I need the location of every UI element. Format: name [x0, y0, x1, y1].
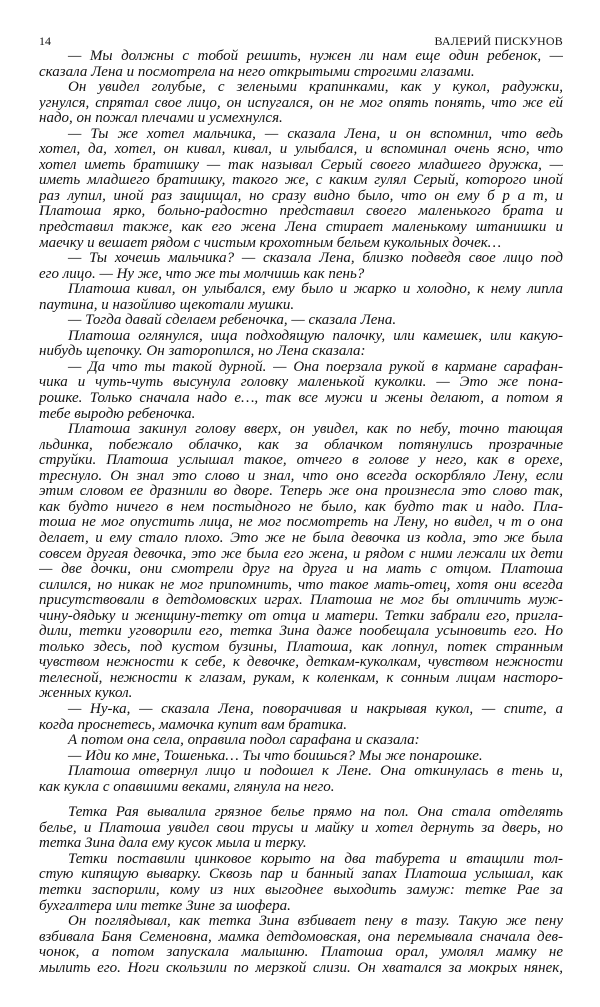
text-line: этим словом ее дразнили во дворе. Теперь же она произнесла это слово так,: [39, 484, 563, 500]
text-line: Платоша закинул голову вверх, он увидел, как по небу, точно тающая: [68, 422, 563, 438]
text-line: — Да что ты такой дурной. — Она поерзала рукой в кармане сарафан-: [68, 359, 563, 375]
text-line: как будто ничего в нем постыдного не было, как будто так и надо. Пла-: [39, 499, 563, 515]
page-number: 14: [39, 34, 51, 48]
text-line: его лицо. — Ну же, что же ты молчишь как пень?: [39, 266, 365, 282]
text-line: белье, и Платоша увидел свои трусы и майку и хотел дернуть за дверь, но: [39, 820, 563, 836]
text-line: женных кукол.: [39, 686, 133, 702]
text-line: — Ты же хотел мальчика, — сказала Лена, и он вспомнил, что ведь: [68, 126, 563, 142]
text-line: силился, но никак не мог припомнить, что такое мать-отец, хотя они всегда: [39, 577, 563, 593]
text-line: Платоша кивал, он улыбался, ему было и жарко и холодно, к нему липла: [68, 282, 563, 298]
text-line: струйки. Платоша услышал такое, отчего в голове у него, как в орехе,: [39, 453, 563, 469]
text-line: треснуло. Он знал это слово и знал, что оно всегда оскорбляло Лену, если: [39, 468, 563, 484]
text-line: взбивала Баня Семеновна, мамка детдомовская, она перемывала сначала дев-: [39, 929, 563, 945]
text-line: делает, и ему стало плохо. Это же не была девочка из кодла, это же была: [39, 530, 563, 546]
text-line: — Ну-ка, — сказала Лена, поворачивая и накрывая кукол, — спите, а: [68, 701, 563, 717]
text-line: Тетки поставили цинковое корыто на два табурета и втащили тол-: [68, 851, 563, 867]
text-line: иметь младшего братишку, такого же, с каким гулял Серый, которого иной: [39, 173, 563, 189]
text-line: присутствовали в детдомовских играх. Платоша не мог бы отличить муж-: [39, 593, 563, 609]
text-line: телесной, нежности к глазам, рукам, к коленкам, к сонным лицам насторо-: [39, 670, 563, 686]
text-line: мылить его. Ноги скользили по мерзкой слизи. Он хватался за мокрых нянек,: [39, 960, 563, 976]
text-line: надо, он пожал плечами и усмехнулся.: [39, 111, 283, 127]
text-line: сказала Лена и посмотрела на него открытыми строгими глазами.: [39, 64, 475, 80]
text-line: Платоша ярко, больно-радостно представил своего маленького брата и: [39, 204, 563, 220]
text-line: угнулся, спрятал свое лицо, он испугался, он не мог опять понять, что же ей: [39, 95, 563, 111]
body-text: [39, 49, 563, 976]
text-line: нибудь щепочку. Он заторопился, но Лена сказала:: [39, 344, 366, 360]
text-line: как кукла с опавшими веками, глянула на него.: [39, 779, 335, 795]
text-line: — Иди ко мне, Тошенька… Ты что боишься? Мы же понарошке.: [68, 748, 483, 764]
running-head-author: ВАЛЕРИЙ ПИСКУНОВ: [434, 34, 563, 48]
text-line: — две дочки, они смотрели друг на друга и на мать с отцом. Платоша: [39, 562, 563, 578]
section-break: [39, 795, 563, 805]
text-line: Тетка Рая вывалила грязное белье прямо на пол. Она стала отделять: [68, 805, 563, 821]
text-line: Он увидел голубые, с зелеными крапинками, как у кукол, радужки,: [68, 80, 563, 96]
text-line: Платоша отвернул лицо и подошел к Лене. Она откинулась в тень и,: [68, 764, 563, 780]
text-line: дили, тетки уговорили его, тетка Зина даже пообещала усыновить его. Но: [39, 624, 563, 640]
text-line: представил также, как его жена Лена стирает маленькому штанишки и: [39, 220, 563, 236]
text-line: тетки заспорили, кому из них выгоднее выходить замуж: тетке Рае за: [39, 882, 563, 898]
text-line: бухгалтера или тетке Зине за шофера.: [39, 898, 291, 914]
text-line: когда проснетесь, мамочка купит вам братика.: [39, 717, 348, 733]
text-line: — Тогда давай сделаем ребеночка, — сказала Лена.: [68, 313, 397, 329]
text-line: только здесь, под кустом бузины, Платоша, как лопнул, потек странным: [39, 639, 563, 655]
text-line: раз лупил, иной раз защищал, но сразу видно было, что он ему б р а т, и: [39, 188, 563, 204]
text-line: чонок, а потом запускала малышню. Платоша орал, умолял мамку не: [39, 945, 563, 961]
text-line: маечку и вешает рядом с чистым крохотным бельем кукольных дочек…: [39, 235, 502, 251]
text-line: хотел иметь братишку — так называл Серый своего младшего дружка, —: [39, 157, 563, 173]
text-line: тебе выродю ребеночка.: [39, 406, 196, 422]
text-line: — Ты хочешь мальчика? — сказала Лена, близко подведя свое лицо под: [68, 251, 563, 267]
text-line: чину-дядьку и женщину-тетку от отца и матери. Тетки забрали его, пригла-: [39, 608, 563, 624]
text-line: А потом она села, оправила подол сарафана и сказала:: [68, 733, 420, 749]
text-line: льдинка, побежало облачко, как за облачком потянулись прозрачные: [39, 437, 563, 453]
text-line: тоша не мог опустить лица, не мог посмотреть на Лену, но видел, ч т о она: [39, 515, 563, 531]
text-line: чика и чуть-чуть высунула головку маленькой куколки. — Это же пона-: [39, 375, 563, 391]
text-line: — Мы должны с тобой решить, нужен ли нам еще один ребенок, —: [68, 49, 563, 64]
text-line: чувством нежности к себе, к девочке, деткам-куколкам, чувством нежности: [39, 655, 563, 671]
text-line: хотел, да, хотел, он кивал, кивал, и улыбался, и вспоминал очень ясно, что: [39, 142, 563, 158]
text-line: стую кипящую выварку. Сквозь пар и банный запах Платоша услышал, как: [39, 867, 563, 883]
text-line: тетка Зина дала ему кусок мыла и терку.: [39, 836, 307, 852]
text-line: Он поглядывал, как тетка Зина взбивает пену в тазу. Такую же пену: [68, 914, 563, 930]
text-line: совсем другая девочка, это же была его жена, и рядом с ними лежали их дети: [39, 546, 563, 562]
text-line: рошке. Только сначала надо е…, так все мужи и жены делают, а потом я: [39, 391, 563, 407]
text-line: паутина, и назойливо щекотали мушки.: [39, 297, 295, 313]
text-line: Платоша оглянулся, ища подходящую палочку, или камешек, или какую-: [68, 328, 563, 344]
